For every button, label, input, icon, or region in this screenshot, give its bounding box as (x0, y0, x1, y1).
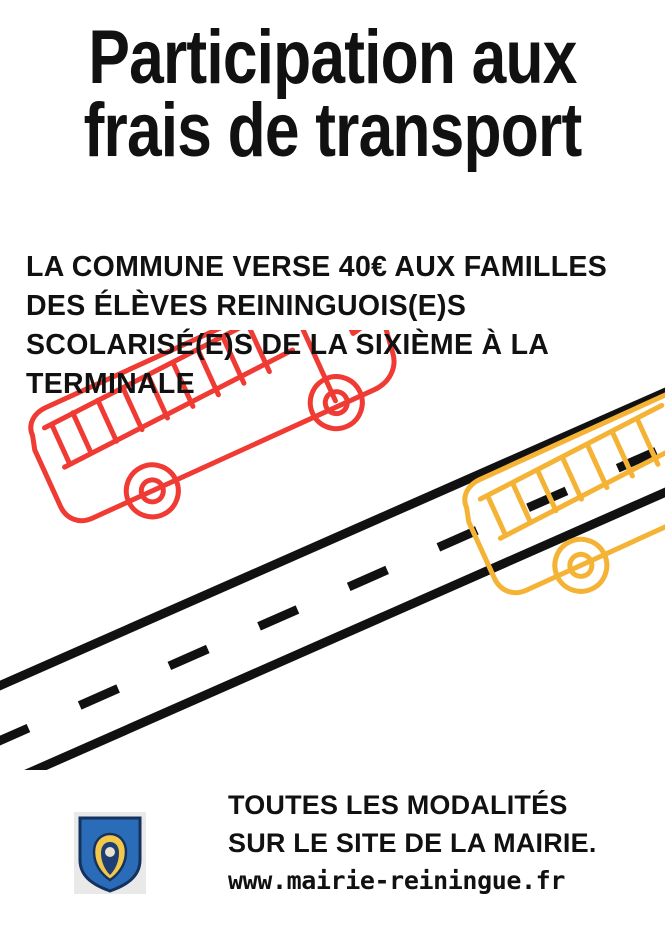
website-url[interactable]: www.mairie-reiningue.fr (228, 865, 565, 895)
orange-bus-window-topline (476, 405, 665, 499)
body-line-2: DES ÉLÈVES REININGUOIS(E)S (26, 290, 467, 323)
body-line-4: TERMINALE (26, 368, 195, 401)
road-lower-edge (0, 488, 665, 770)
body-line-1: LA COMMUNE VERSE 40€ AUX FAMILLES (26, 251, 608, 283)
footer-line-1: TOUTES LES MODALITÉS (228, 790, 568, 820)
footer-line-2: SUR LE SITE DE LA MAIRIE. (228, 828, 597, 859)
road-center-dashes (0, 443, 665, 745)
crest-icon (74, 812, 146, 894)
town-coat-of-arms (74, 812, 146, 894)
title-line-1: Participation aux (88, 15, 577, 100)
body-text (26, 248, 644, 404)
footer-text (228, 786, 658, 898)
body-line-3: SCOLARISÉ(E)S DE LA SIXIÈME À LA (26, 329, 550, 362)
title-line-2: frais de transport (83, 87, 582, 173)
page-title (0, 15, 665, 173)
crest-center-dot (105, 847, 115, 857)
